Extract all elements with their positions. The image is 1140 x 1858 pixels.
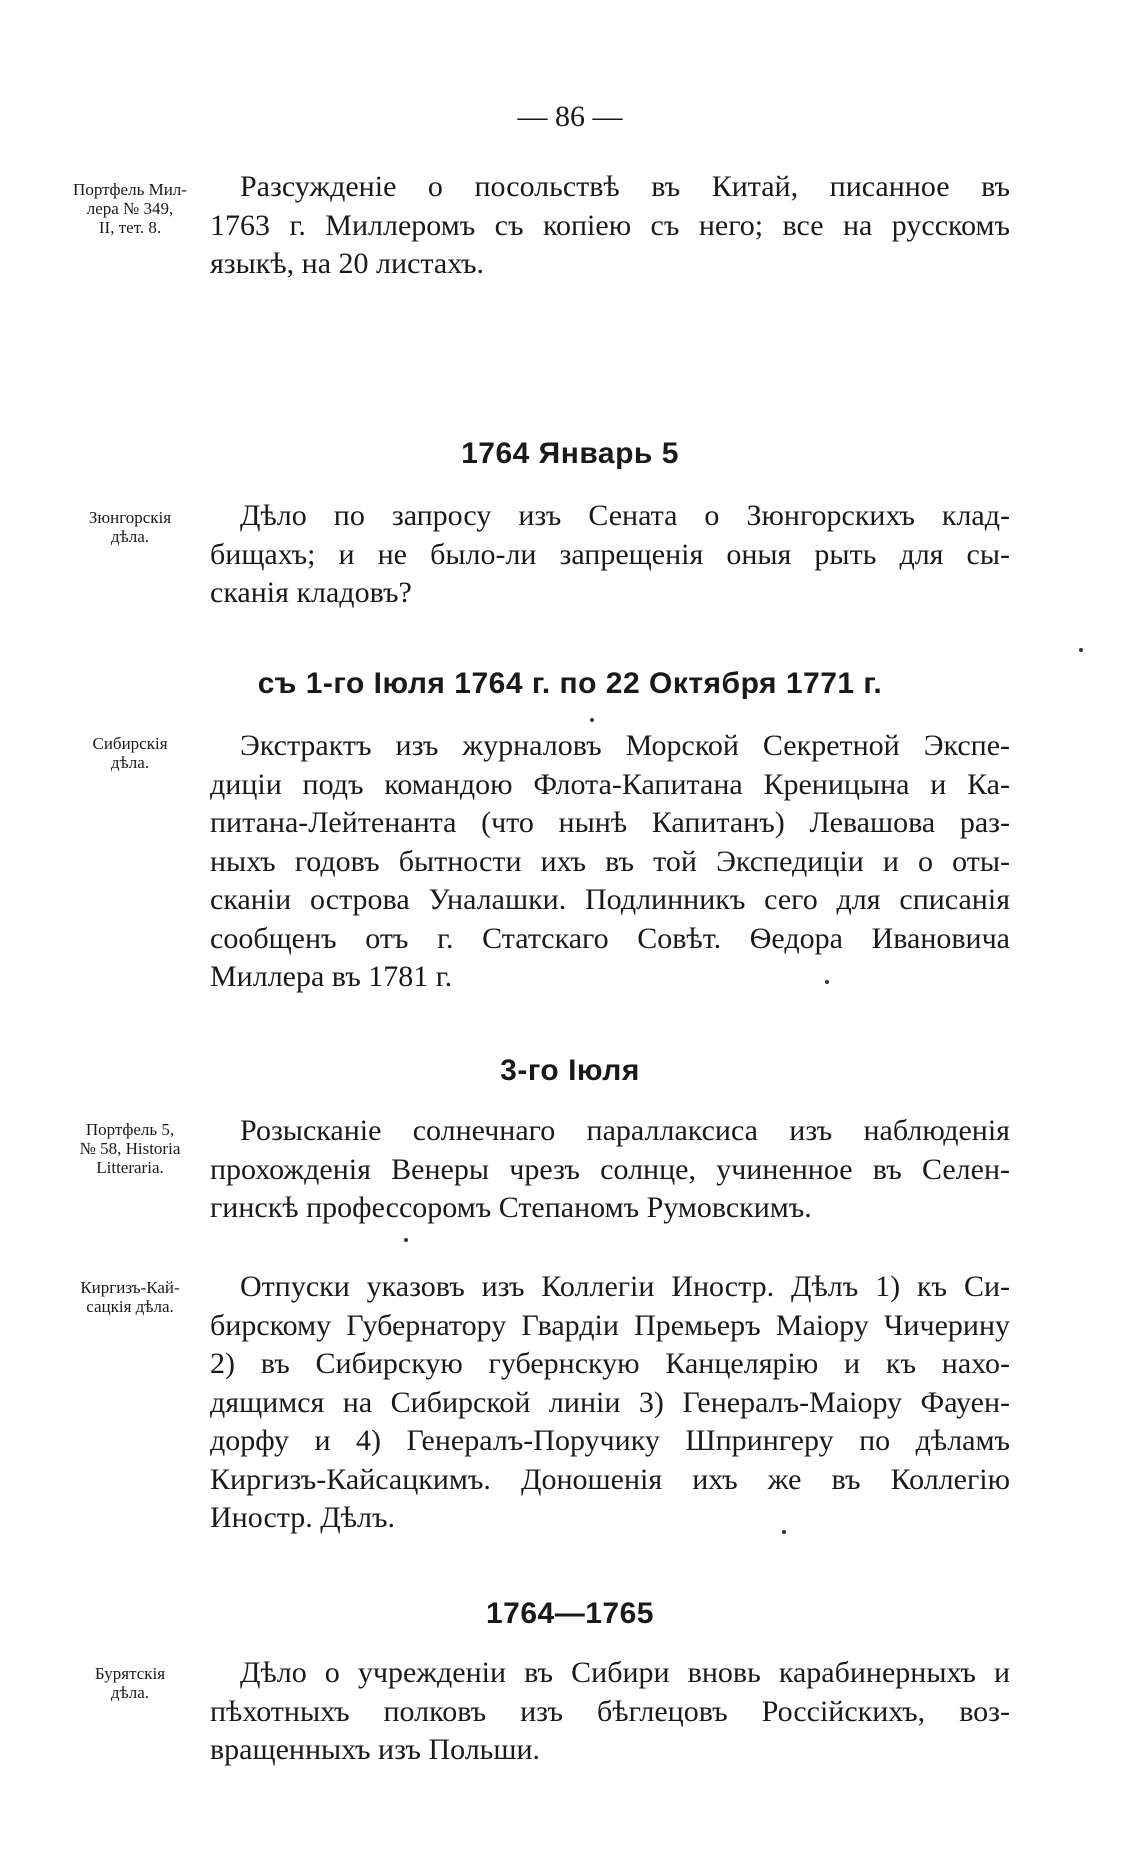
- margin-note-line: Зюнгорскія: [88, 508, 172, 527]
- section-heading: 3-го Іюля: [500, 1054, 640, 1087]
- text-line: ныхъ годовъ бытности ихъ въ той Экспедиціи и о оты-: [210, 844, 1010, 878]
- text-line: Отпуски указовъ изъ Коллегіи Иностр. Дѣлъ 1) къ Си-: [240, 1270, 1010, 1303]
- entry-text: [210, 727, 1010, 997]
- margin-note-line: II, тет. 8.: [98, 218, 162, 237]
- margin-note-line: дѣла.: [110, 753, 150, 772]
- text-line: прохожденія Венеры чрезъ солнце, учиненное въ Селен-: [210, 1152, 1010, 1186]
- margin-note: [48, 1278, 212, 1316]
- text-line: языкѣ, на 20 листахъ.: [210, 247, 485, 280]
- text-line: 2) въ Сибирскую губернскую Канцелярію и къ нахо-: [210, 1347, 1010, 1380]
- text-line: сканіи острова Уналашки. Подлинникъ сего для списанія: [210, 883, 1010, 916]
- margin-note-line: Киргизъ-Кай-: [80, 1278, 180, 1297]
- margin-note: [48, 180, 212, 237]
- margin-note-line: Портфель Мил-: [73, 180, 187, 199]
- entry-text: [210, 1654, 1010, 1770]
- margin-note-line: Бурятскія: [94, 1664, 166, 1683]
- margin-note-line: Litteraria.: [96, 1158, 164, 1177]
- scan-speck: [1079, 648, 1083, 652]
- scan-speck: [825, 980, 829, 984]
- text-line: Киргизъ-Кайсацкимъ. Доношенія ихъ же въ Коллегію: [210, 1462, 1010, 1496]
- margin-note-line: дѣла.: [110, 527, 150, 546]
- scan-speck: [404, 1238, 408, 1242]
- margin-note: [48, 1120, 212, 1177]
- text-line: питана-Лейтенанта (что нынѣ Капитанъ) Левашова раз-: [210, 806, 1010, 839]
- text-line: Розысканіе солнечнаго параллаксиса изъ наблюденія: [240, 1114, 1010, 1147]
- scan-speck: [782, 1530, 786, 1534]
- margin-note: [48, 1664, 212, 1702]
- margin-note-line: сацкія дѣла.: [86, 1297, 174, 1316]
- text-line: бищахъ; и не было-ли запрещенія оныя рыть для сы-: [210, 537, 1010, 571]
- margin-note: [48, 508, 212, 546]
- scan-speck: [590, 718, 594, 722]
- margin-note-line: Сибирскія: [92, 734, 168, 753]
- margin-note-line: лера № 349,: [86, 199, 174, 218]
- section-heading: съ 1-го Іюля 1764 г. по 22 Октября 1771 г.: [257, 667, 883, 700]
- text-line: Миллера въ 1781 г.: [210, 960, 453, 993]
- margin-note-line: дѣла.: [110, 1683, 150, 1702]
- entry-text: [210, 1112, 1010, 1228]
- text-line: дящимся на Сибирской линіи 3) Генералъ-Маіору Фауен-: [210, 1385, 1010, 1419]
- text-line: гинскѣ профессоромъ Степаномъ Румовскимъ.: [210, 1191, 812, 1224]
- text-line: сообщенъ отъ г. Статскаго Совѣт. Ѳедора Ивановича: [210, 921, 1010, 955]
- text-line: сканія кладовъ?: [210, 576, 412, 609]
- text-line: вращенныхъ изъ Польши.: [210, 1733, 541, 1766]
- section-heading: 1764 Январь 5: [461, 437, 679, 470]
- page-number: — 86 —: [517, 100, 623, 133]
- entry-text: [210, 168, 1010, 284]
- entry-text: [210, 497, 1010, 613]
- text-line: 1763 г. Миллеромъ съ копіею съ него; все на русскомъ: [210, 208, 1010, 242]
- text-line: Экстрактъ изъ журналовъ Морской Секретной Экспе-: [240, 729, 1010, 762]
- margin-note-line: № 58, Historia: [79, 1139, 181, 1158]
- margin-note-line: Портфель 5,: [85, 1120, 175, 1139]
- text-line: дорфу и 4) Генералъ-Поручику Шпрингеру по дѣламъ: [210, 1424, 1010, 1457]
- entry-text: [210, 1268, 1010, 1538]
- text-line: бирскому Губернатору Гвардіи Премьеръ Маіору Чичерину: [210, 1308, 1010, 1342]
- section-heading: 1764—1765: [486, 1597, 654, 1630]
- text-line: Разсужденіе о посольствѣ въ Китай, писанное въ: [240, 170, 1010, 203]
- margin-note: [48, 734, 212, 772]
- text-line: Дѣло по запросу изъ Сената о Зюнгорскихъ клад-: [240, 499, 1010, 532]
- text-line: диціи подъ командою Флота-Капитана Креницына и Ка-: [210, 767, 1010, 801]
- text-line: Дѣло о учрежденіи въ Сибири вновь карабинерныхъ и: [240, 1656, 1010, 1689]
- text-line: пѣхотныхъ полковъ изъ бѣглецовъ Россійскихъ, воз-: [210, 1694, 1010, 1728]
- text-line: Иностр. Дѣлъ.: [210, 1501, 395, 1534]
